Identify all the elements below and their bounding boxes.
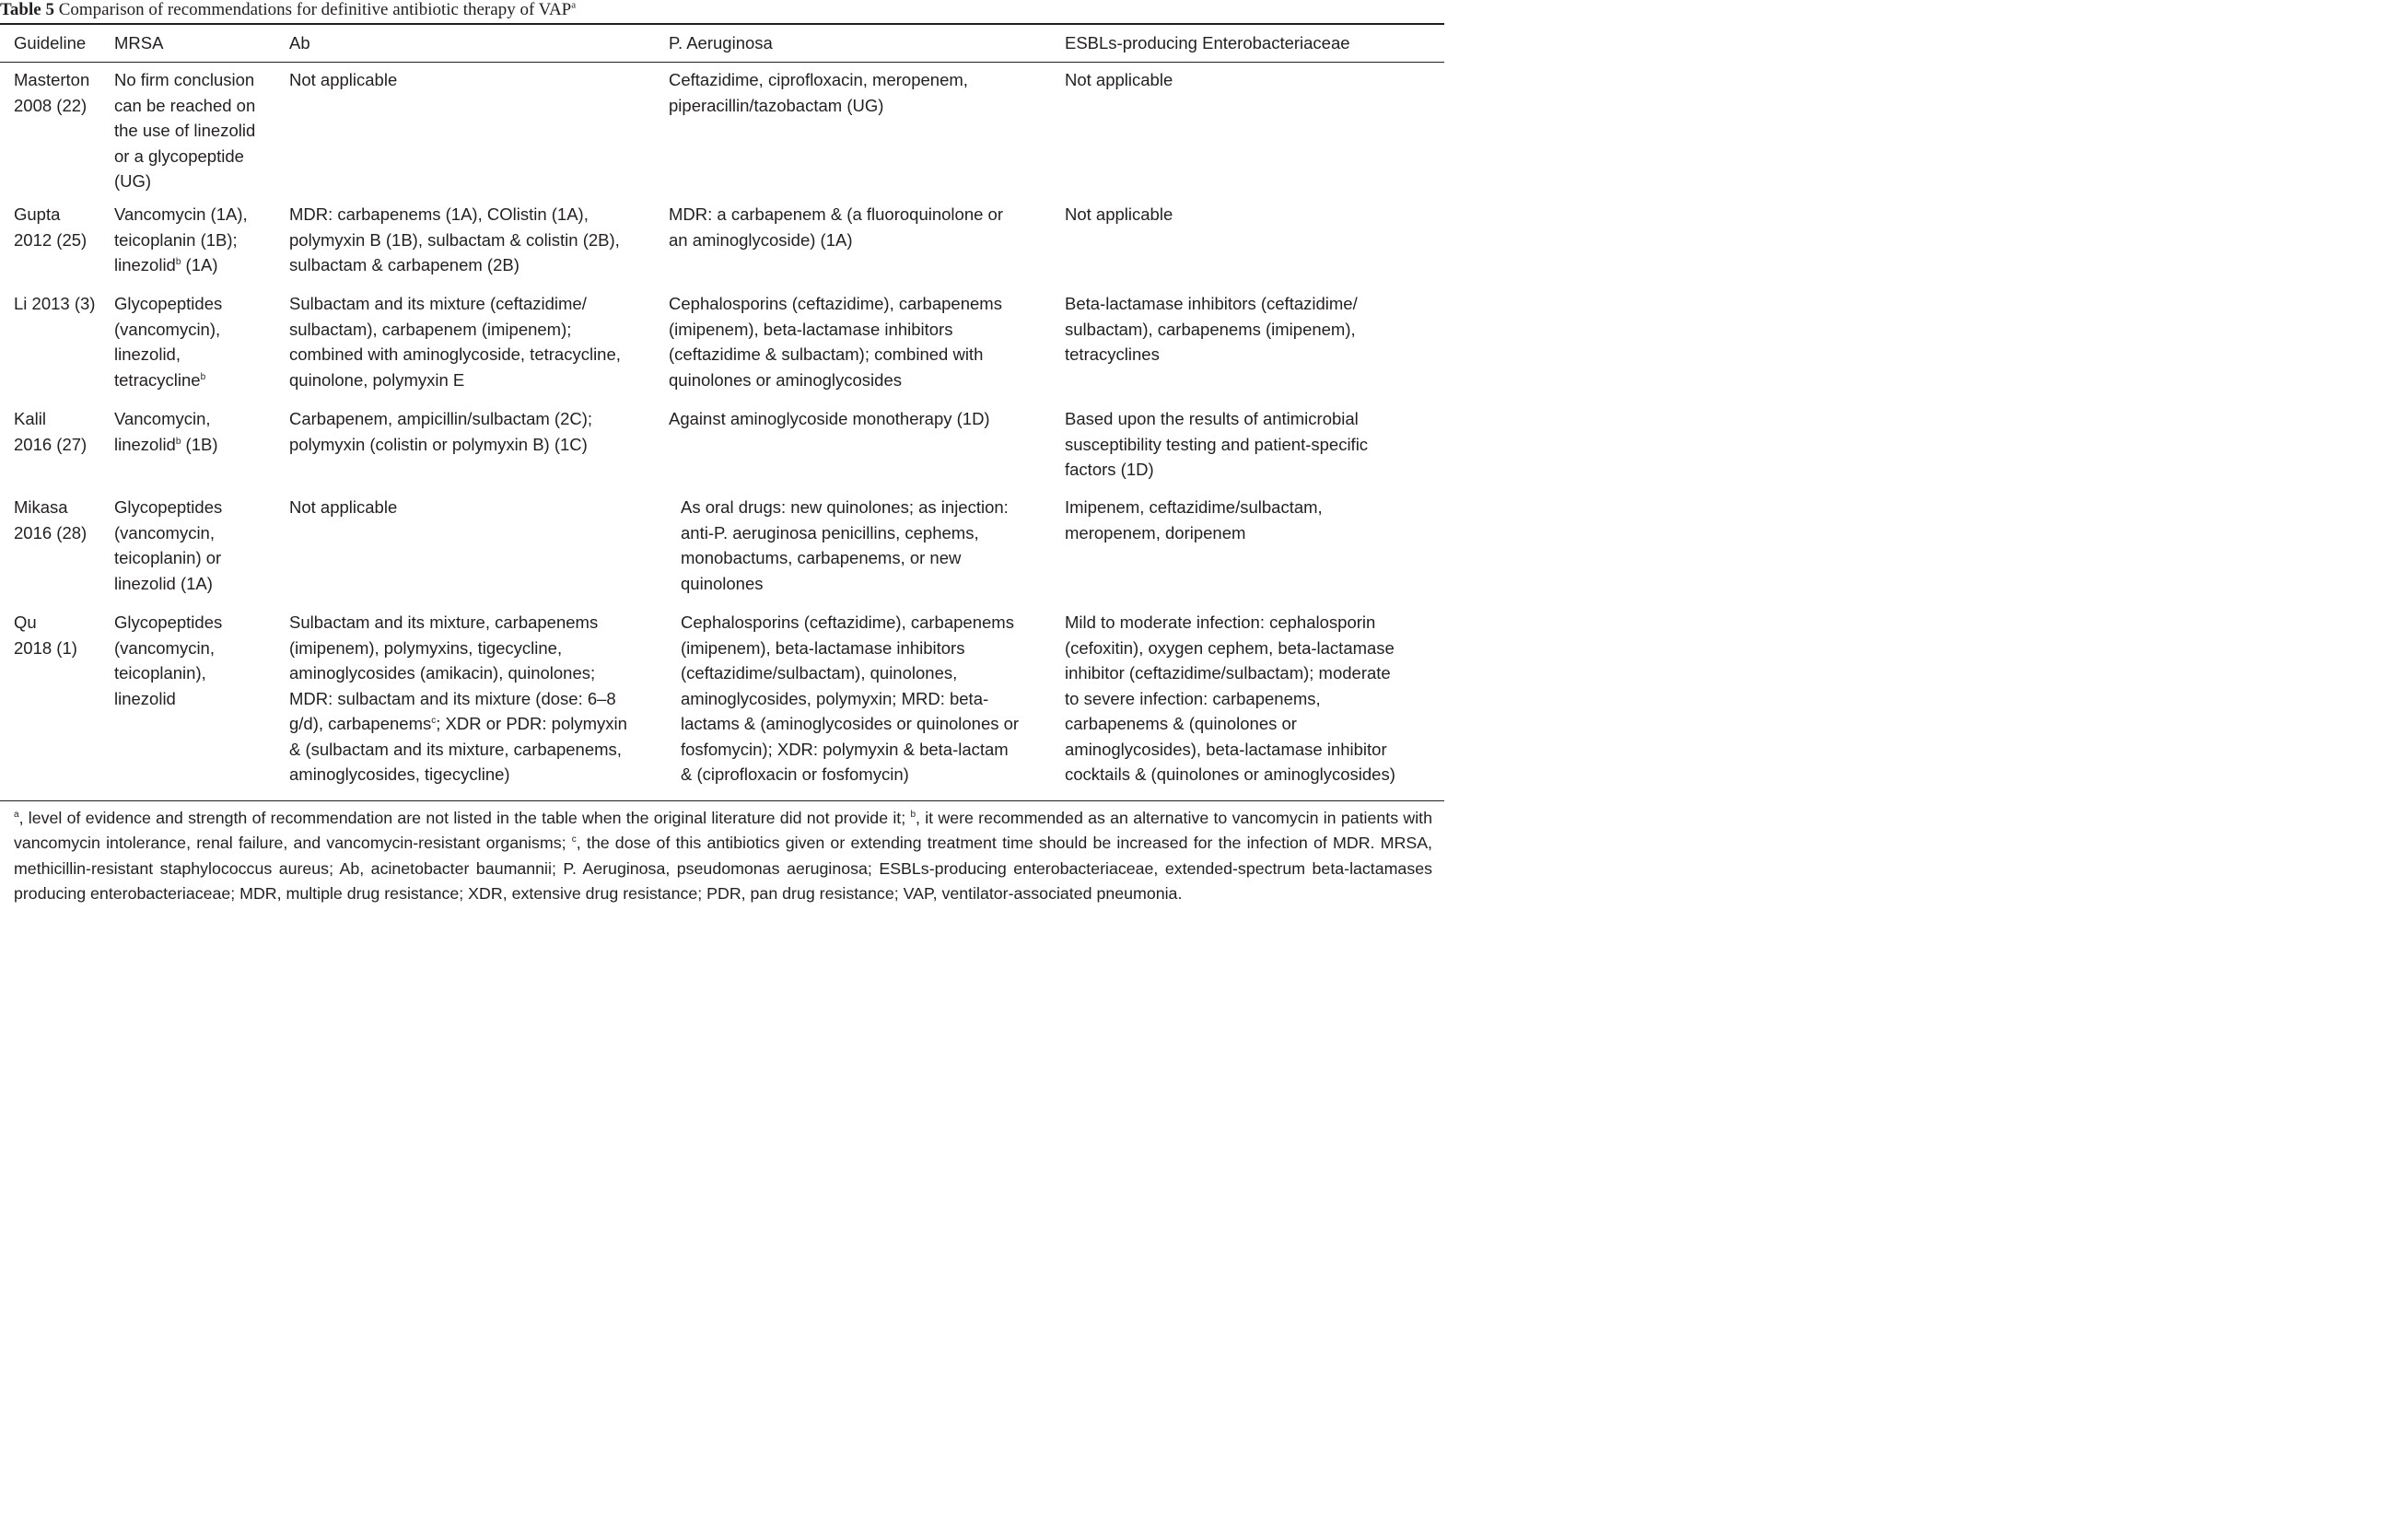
guideline-cell: Qu 2018 (1) xyxy=(14,612,77,658)
mrsa-cell: Vancomycin, linezolid$^b$ (1B) xyxy=(114,409,218,454)
mrsa-cell: Vancomycin (1A), teicoplanin (1B); linezolid$^b$ (1A) xyxy=(114,204,248,274)
footnote-text-c: , the dose of this antibiotics given or extending treatment time should be increased for the infection of MDR. MRSA, methicillin-resistant staphylococcus aureus; Ab, acinetobacter baumannii; P. Aeruginosa, pseudomonas aeruginosa; ESBLs-producing enterobacteriaceae, extended-spectrum beta-lactamases producing enterobacteriaceae; MDR, multiple drug resistance; XDR, extensive drug resistance; PDR, pan drug resistance; VAP, ventilator-associated pneumonia. xyxy=(14,834,1432,903)
column-header-p-aeruginosa: P. Aeruginosa xyxy=(669,33,773,52)
esbl-cell: Based upon the results of antimicrobial susceptibility testing and patient-specific factors (1D) xyxy=(1065,409,1369,479)
footnote-mark: c xyxy=(431,715,437,726)
table-label: Table 5 xyxy=(0,0,54,19)
table-title: Comparison of recommendations for definitive antibiotic therapy of VAP xyxy=(58,0,572,19)
footnote-mark: b xyxy=(200,371,206,382)
comparison-table xyxy=(0,24,1444,799)
p-aeruginosa-cell: MDR: a carbapenem & (a fluoroquinolone or an aminoglycoside) (1A) xyxy=(669,204,1003,250)
mrsa-cell: No firm conclusion can be reached on the use of linezolid or a glycopeptide (UG) xyxy=(114,70,256,191)
table-row xyxy=(0,62,1444,202)
ab-cell: Not applicable xyxy=(289,70,398,89)
guideline-cell: Masterton 2008 (22) xyxy=(14,70,90,115)
guideline-cell: Gupta 2012 (25) xyxy=(14,204,88,250)
column-header-guideline: Guideline xyxy=(14,33,87,52)
ab-cell: Not applicable xyxy=(289,497,398,517)
p-aeruginosa-cell: Against aminoglycoside monotherapy (1D) xyxy=(669,409,990,428)
bottom-rule xyxy=(0,800,1444,801)
guideline-cell: Mikasa 2016 (28) xyxy=(14,497,88,542)
footnote-mark: b xyxy=(175,256,181,267)
table-title-footnote-mark: a xyxy=(571,0,577,11)
footnote-mark-b: b xyxy=(910,810,916,821)
esbl-cell: Not applicable xyxy=(1065,70,1173,89)
table-row xyxy=(0,610,1444,799)
ab-cell: MDR: carbapenems (1A), COlistin (1A), polymyxin B (1B), sulbactam & colistin (2B), sulbactam & carbapenem (2B) xyxy=(289,204,620,274)
esbl-cell: Not applicable xyxy=(1065,204,1173,224)
footnote-text-b: , it were recommended as an alternative to vancomycin in patients with vancomycin intolerance, renal failure, and vancomycin-resistant organisms; xyxy=(14,809,1432,853)
p-aeruginosa-cell: As oral drugs: new quinolones; as injection: anti-P. aeruginosa penicillins, cephems, monobactums, carbapenems, or new quinolones xyxy=(681,497,1009,593)
footnote-mark: b xyxy=(175,436,181,447)
table-footnote xyxy=(14,806,1432,906)
mrsa-cell: Glycopeptides (vancomycin), linezolid, tetracycline$^b$ xyxy=(114,294,223,390)
footnote-mark-c: c xyxy=(571,834,577,846)
p-aeruginosa-cell: Cephalosporins (ceftazidime), carbapenems (imipenem), beta-lactamase inhibitors (ceftazidime/sulbactam), quinolones, aminoglycosides, polymyxin; MRD: beta- lactams & (aminoglycosides or quinolones or fosfomycin); XDR: polymyxin & beta-lactam & (ciprofloxacin or fosfomycin) xyxy=(681,612,1020,784)
table-row xyxy=(0,202,1444,291)
column-header-esbl: ESBLs-producing Enterobacteriaceae xyxy=(1065,33,1350,52)
table-row xyxy=(0,406,1444,495)
header-row xyxy=(0,24,1444,62)
column-header-ab: Ab xyxy=(289,33,310,52)
esbl-cell: Mild to moderate infection: cephalosporin (cefoxitin), oxygen cephem, beta-lactamase inhibitor (ceftazidime/sulbactam); moderate to severe infection: carbapenems, carbapenems & (quinolones or aminoglycosides), beta-lactamase inhibitor cocktails & (quinolones or aminoglycosides) xyxy=(1065,612,1395,784)
table-row xyxy=(0,291,1444,406)
guideline-cell: Li 2013 (3) xyxy=(14,294,96,313)
guideline-cell: Kalil 2016 (27) xyxy=(14,409,88,454)
table-caption xyxy=(0,0,1444,20)
mrsa-cell: Glycopeptides (vancomycin, teicoplanin) or linezolid (1A) xyxy=(114,497,223,593)
ab-cell: Carbapenem, ampicillin/sulbactam (2C); polymyxin (colistin or polymyxin B) (1C) xyxy=(289,409,593,454)
footnote-text-a: , level of evidence and strength of recommendation are not listed in the table when the original literature did not provide it; xyxy=(18,809,911,827)
esbl-cell: Beta-lactamase inhibitors (ceftazidime/ sulbactam), carbapenems (imipenem), tetracyclines xyxy=(1065,294,1358,364)
p-aeruginosa-cell: Ceftazidime, ciprofloxacin, meropenem, piperacillin/tazobactam (UG) xyxy=(669,70,968,115)
table-row xyxy=(0,495,1444,610)
esbl-cell: Imipenem, ceftazidime/sulbactam, meropenem, doripenem xyxy=(1065,497,1323,542)
footnote-mark-a: a xyxy=(14,810,19,821)
p-aeruginosa-cell: Cephalosporins (ceftazidime), carbapenems (imipenem), beta-lactamase inhibitors (ceftazidime & sulbactam); combined with quinolones or aminoglycosides xyxy=(669,294,1002,390)
mrsa-cell: Glycopeptides (vancomycin, teicoplanin), linezolid xyxy=(114,612,223,708)
column-header-mrsa: MRSA xyxy=(114,33,164,52)
ab-cell: Sulbactam and its mixture, carbapenems (imipenem), polymyxins, tigecycline, aminoglycosides (amikacin), quinolones; MDR: sulbactam and its mixture (dose: 6–8 g/d), carbapenems$^c$; XDR or PDR: polymyxin & (sulbactam and its mixture, carbapenems, aminoglycosides, tigecycline) xyxy=(289,612,627,784)
ab-cell: Sulbactam and its mixture (ceftazidime/ sulbactam), carbapenem (imipenem); combined with aminoglycoside, tetracycline, quinolone, polymyxin E xyxy=(289,294,621,390)
